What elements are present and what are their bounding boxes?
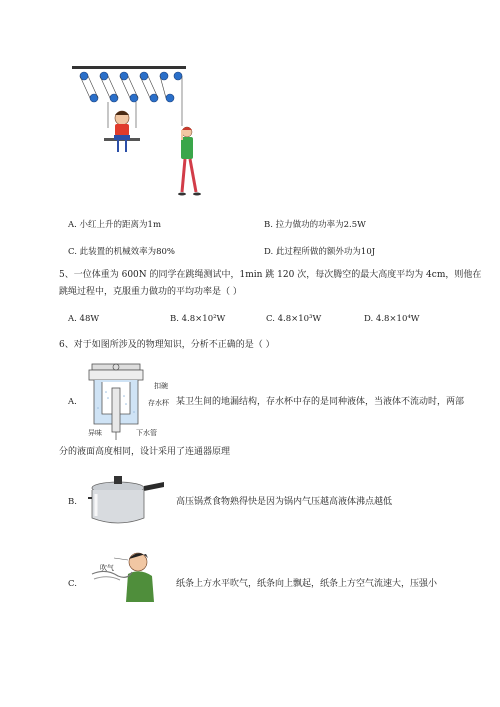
q5-option-a[interactable]: A. 48W: [68, 314, 100, 324]
q5-stem-line1: 5、一位体重为 600N 的同学在跳绳测试中，1min 跳 120 次，每次腾空的最大高度平均为 4cm，则他在: [59, 270, 482, 280]
q6-option-a-text1: 某卫生间的地漏结构，存水杯中存的是同种液体，当液体不流动时，两部: [176, 397, 465, 407]
q6-option-a-letter[interactable]: A.: [68, 397, 77, 407]
label-cover: 扣碗: [154, 382, 168, 390]
label-pipe: 下水管: [136, 429, 157, 437]
q4-option-a[interactable]: A. 小红上升的距离为1m: [68, 220, 162, 230]
blowing-paper-figure: [88, 546, 160, 602]
q4-option-c[interactable]: C. 此装置的机械效率为80%: [68, 247, 175, 257]
q6-option-b-text: 高压锅煮食物熟得快是因为锅内气压越高液体沸点越低: [176, 497, 393, 507]
q5-option-d[interactable]: D. 4.8×10⁴W: [364, 314, 420, 324]
q6-option-a-text2: 分的液面高度相同，设计采用了连通器原理: [59, 447, 231, 457]
q6-option-b-letter[interactable]: B.: [68, 497, 77, 507]
q4-option-d[interactable]: D. 此过程所做的额外功为10J: [264, 247, 376, 257]
label-blow: 吹气: [100, 564, 114, 572]
q5-option-b[interactable]: B. 4.8×10²W: [170, 314, 226, 324]
pressure-cooker-figure: [86, 472, 166, 528]
q6-option-c-letter[interactable]: C.: [68, 579, 77, 589]
q6-stem: 6、对于如图所涉及的物理知识，分析不正确的是（ ）: [59, 340, 275, 350]
q4-option-b[interactable]: B. 拉力做功的功率为2.5W: [264, 220, 366, 230]
q5-option-c[interactable]: C. 4.8×10³W: [266, 314, 322, 324]
q6-option-c-text: 纸条上方水平吹气，纸条向上飘起，纸条上方空气流速大，压强小: [176, 579, 438, 589]
label-smell: 异味: [88, 429, 102, 437]
q5-stem-line2: 跳绳过程中，克服重力做功的平均功率是（ ）: [59, 287, 242, 297]
pulley-figure: [66, 60, 206, 200]
label-cup: 存水杯: [148, 399, 169, 407]
